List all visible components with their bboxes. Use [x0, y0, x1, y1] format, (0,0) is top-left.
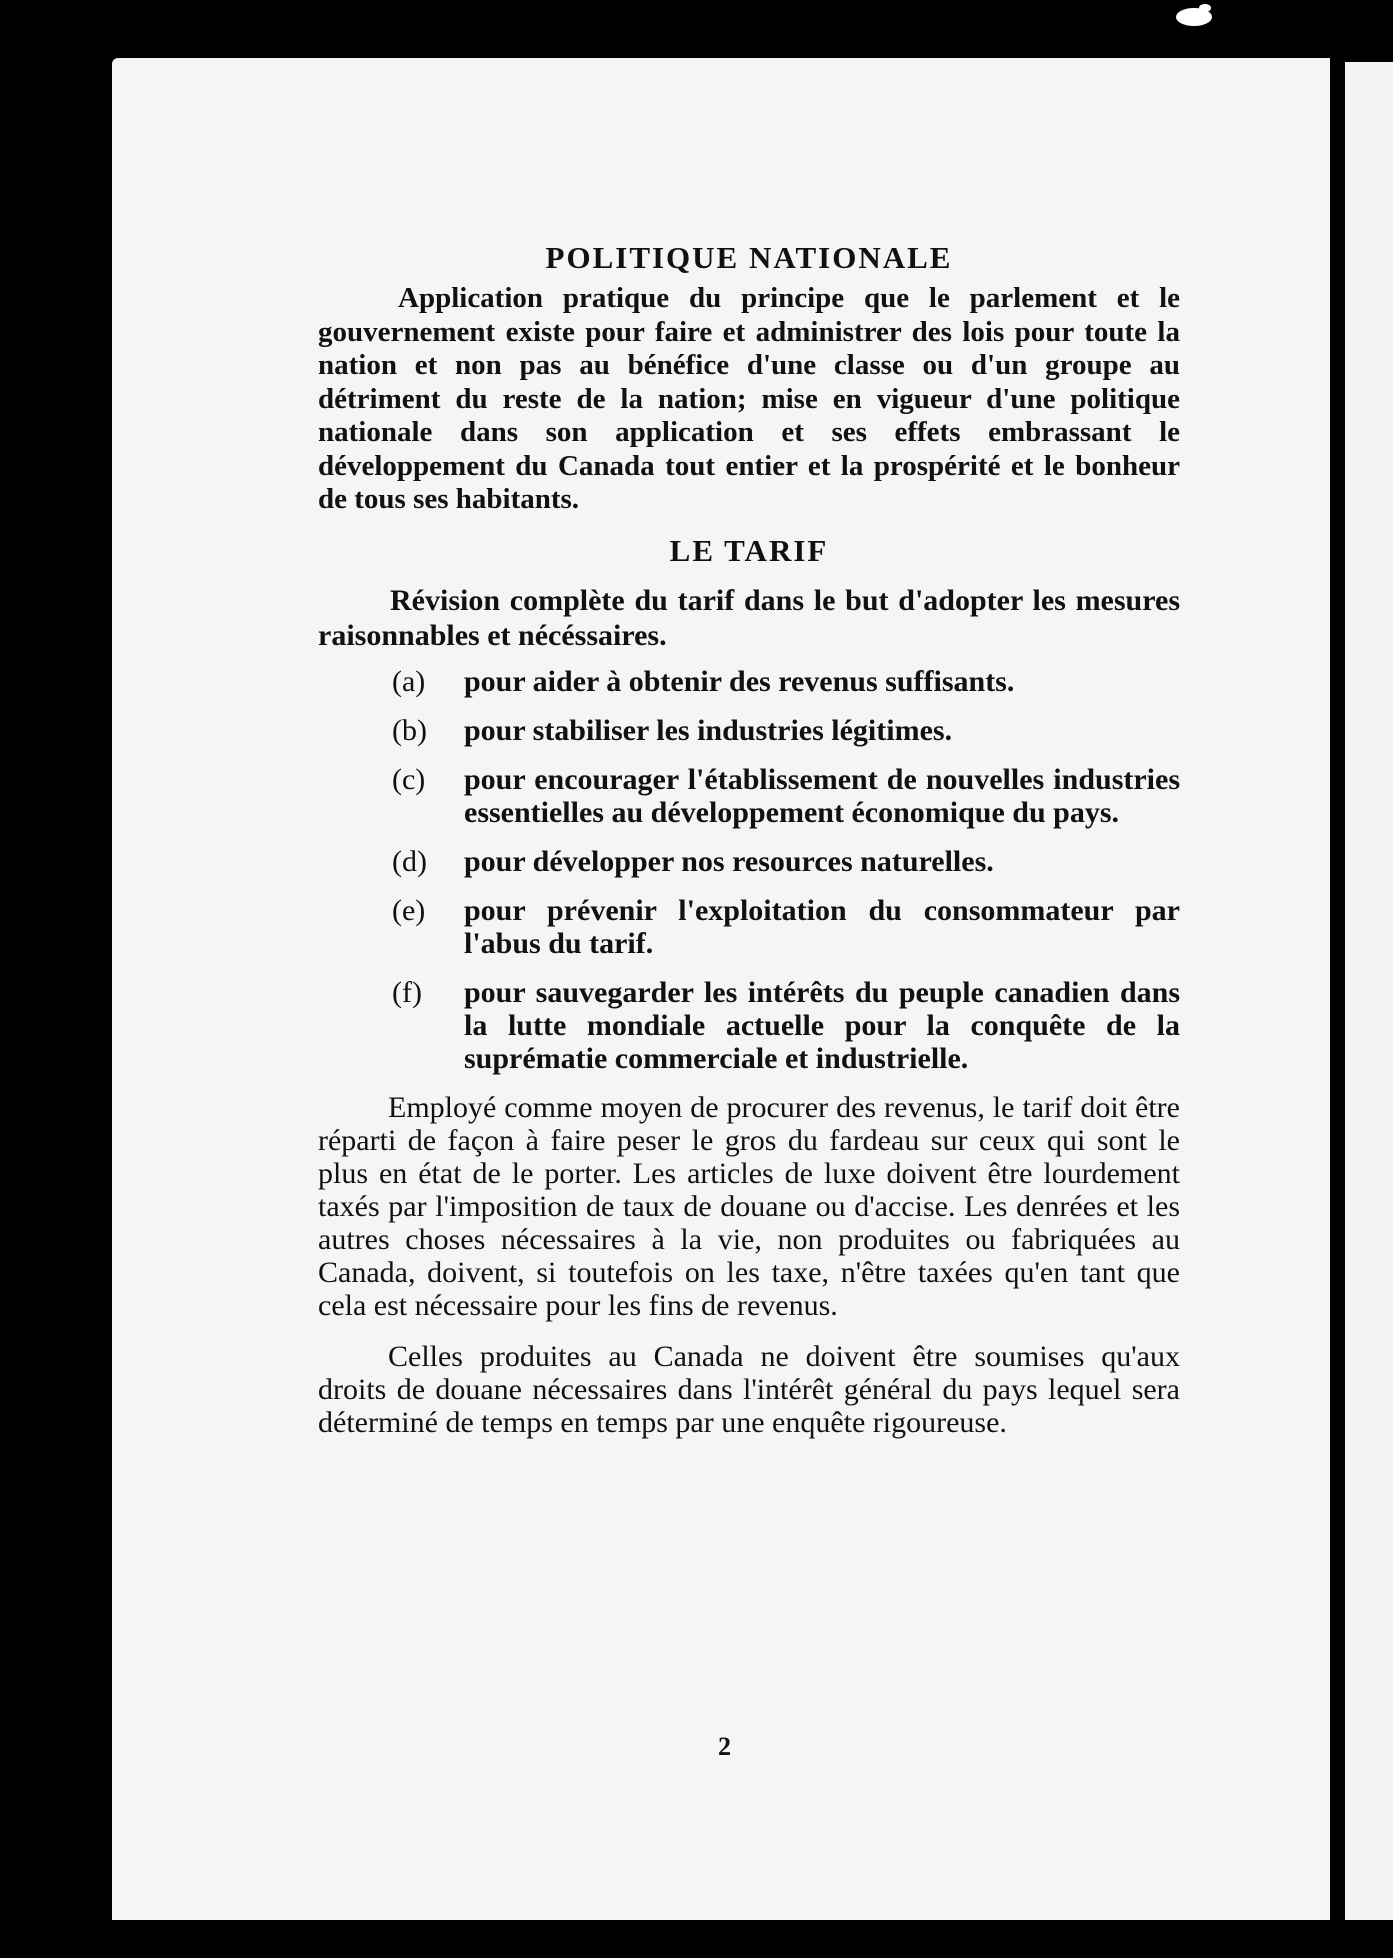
list-item	[318, 665, 1180, 698]
list-item	[318, 714, 1180, 747]
list-item	[318, 976, 1180, 1075]
section-title-tarif: LE TARIF	[669, 532, 829, 568]
list-letter: (f)	[392, 975, 422, 1009]
scan-gutter	[1330, 62, 1345, 1958]
scan-border-bottom	[0, 1920, 1393, 1958]
list-text: pour prévenir l'exploitation du consommateur par l'abus du tarif.	[464, 893, 1180, 960]
list-text: pour sauvegarder les intérêts du peuple canadien dans la lutte mondiale actuelle pour la conquête de la suprématie commerciale et industrielle.	[464, 975, 1180, 1075]
scan-speck	[1199, 4, 1211, 12]
list-letter: (d)	[392, 844, 427, 878]
list-text: pour développer nos resources naturelles.	[464, 844, 994, 878]
section-title-politique: POLITIQUE NATIONALE	[545, 240, 953, 275]
paragraph-douane: Celles produites au Canada ne doivent être soumises qu'aux droits de douane nécessaires dans l'intérêt général du pays lequel sera déterminé de temps en temps par une enquête rigoureuse.	[318, 1339, 1180, 1439]
list-letter: (e)	[392, 893, 426, 927]
list-text: pour stabiliser les industries légitimes.	[464, 713, 953, 747]
tarif-list	[318, 665, 1180, 1075]
tarif-intro: Révision complète du tarif dans le but d'adopter les mesures raisonnables et nécéssaires.	[318, 583, 1180, 652]
list-item	[318, 763, 1180, 829]
list-text: pour aider à obtenir des revenus suffisants.	[464, 664, 1015, 698]
paragraph-politique: Application pratique du principe que le parlement et le gouvernement existe pour faire et administrer des lois pour toute la nation et non pas au bénéfice d'une classe ou d'un groupe au détriment du reste de la nation; mise en vigueur d'une politique nationale dans son application et ses effets embrassant le développement du Canada tout entier et la prospérité et le bonheur de tous ses habitants.	[318, 282, 1180, 515]
page-number: 2	[718, 1732, 731, 1761]
list-item	[318, 894, 1180, 960]
adjacent-page-edge	[1345, 62, 1393, 1958]
document-body	[318, 240, 1180, 1439]
list-letter: (c)	[392, 762, 426, 796]
list-item	[318, 845, 1180, 878]
list-text: pour encourager l'établissement de nouvelles industries essentielles au développement économique du pays.	[464, 762, 1180, 829]
paragraph-revenus: Employé comme moyen de procurer des revenus, le tarif doit être réparti de façon à faire peser le gros du fardeau sur ceux qui sont le plus en état de le porter. Les articles de luxe doivent être lourdement taxés par l'imposition de taux de douane ou d'accise. Les denrées et les autres choses nécessaires à la vie, non produites ou fabriquées au Canada, doivent, si toutefois on les taxe, n'être taxées qu'en tant que cela est nécessaire pour les fins de revenus.	[318, 1090, 1180, 1322]
list-letter: (b)	[392, 713, 427, 747]
list-letter: (a)	[392, 664, 426, 698]
